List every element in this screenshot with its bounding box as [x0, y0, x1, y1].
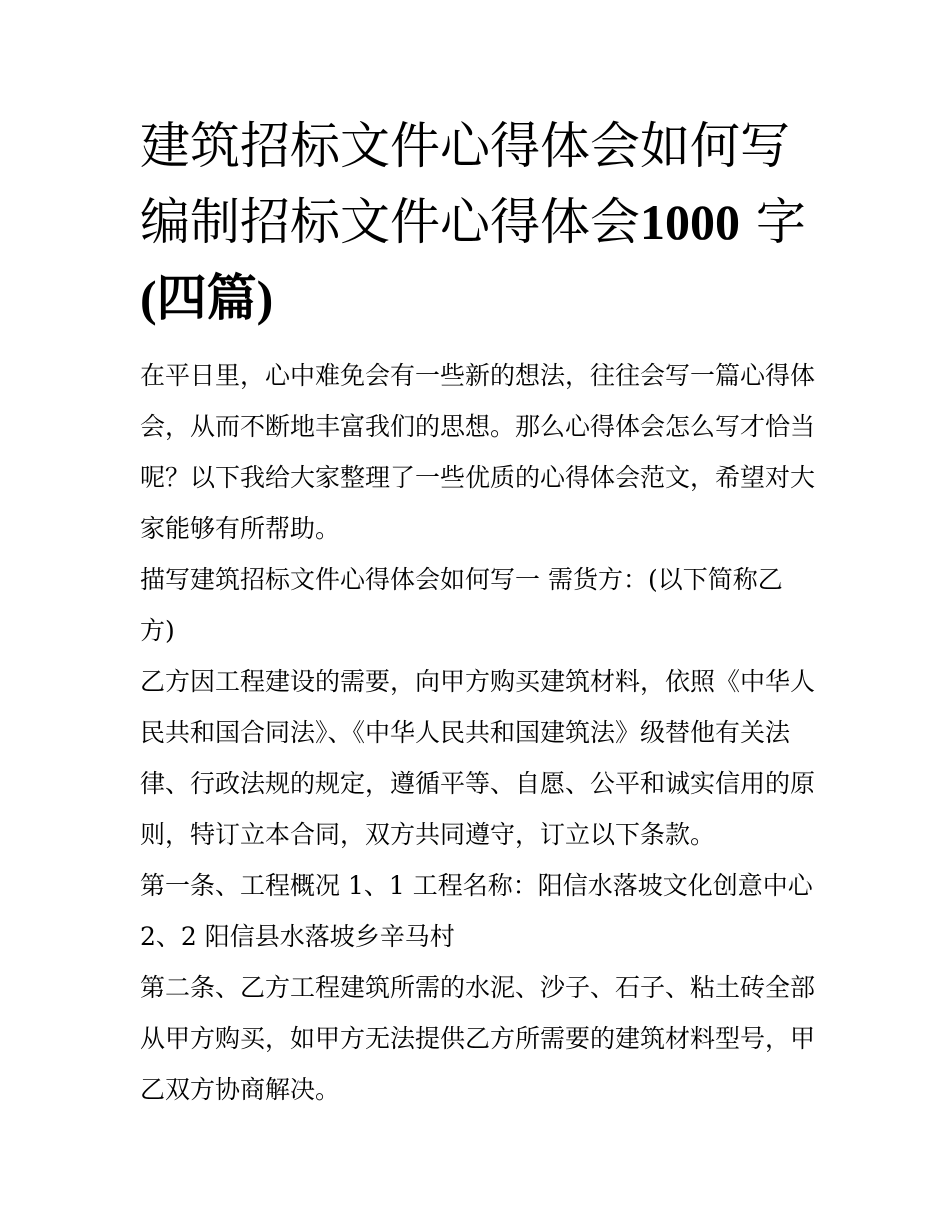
title-line-2-suffix: 字 — [740, 193, 806, 251]
title-line-2-text: 编制招标文件心得体会 — [140, 193, 640, 251]
document-page — [140, 108, 815, 1115]
document-title — [140, 108, 815, 336]
paragraph-article-1: 第一条、工程概况 1、1 工程名称：阳信水落坡文化创意中心 — [140, 871, 813, 900]
paragraph-intro: 在平日里，心中难免会有一些新的想法，往往会写一篇心得体会，从而不断地丰富我们的思想。那么心得体会怎么写才恰当呢？以下我给大家整理了一些优质的心得体会范文，希望对大家能够有所帮助。 — [140, 361, 816, 543]
paragraph-article-1-location: 2、2 阳信县水落坡乡辛马村 — [140, 922, 455, 951]
title-line-3: (四篇) — [140, 270, 274, 326]
title-line-1: 建筑招标文件心得体会如何写 — [140, 117, 790, 175]
paragraph-heading-1: 描写建筑招标文件心得体会如何写一 需货方：(以下简称乙方) — [140, 565, 783, 645]
paragraph-preamble: 乙方因工程建设的需要，向甲方购买建筑材料，依照《中华人民共和国合同法》、《中华人民共和国建筑法》级替他有关法律、行政法规的规定，遵循平等、自愿、公平和诚实信用的原则，特订立本合同，双方共同遵守，订立以下条款。 — [140, 667, 816, 849]
paragraph-article-2: 第二条、乙方工程建筑所需的水泥、沙子、石子、粘土砖全部从甲方购买，如甲方无法提供乙方所需要的建筑材料型号，甲乙双方协商解决。 — [140, 973, 816, 1104]
title-line-2-number: 1000 — [640, 194, 740, 250]
